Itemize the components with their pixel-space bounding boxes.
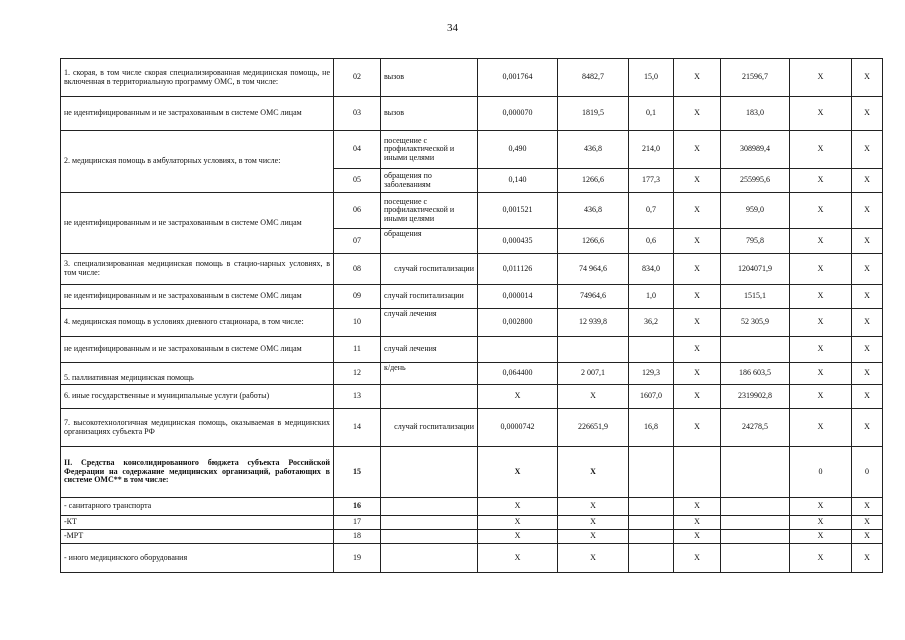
cell-value: 2319902,8: [721, 385, 790, 409]
cell-value: 0,6: [629, 229, 674, 254]
row-unit: посещение с профилактической и иными целями: [381, 193, 478, 229]
cell-value: 255995,6: [721, 169, 790, 193]
row-code: 14: [334, 409, 381, 447]
row-unit: [381, 544, 478, 573]
cell-value: Х: [558, 385, 629, 409]
cell-value: Х: [478, 544, 558, 573]
cell-value: Х: [674, 131, 721, 169]
cell-value: Х: [790, 131, 852, 169]
cell-value: Х: [674, 309, 721, 337]
cell-value: 15,0: [629, 59, 674, 97]
cell-value: Х: [852, 169, 883, 193]
cell-value: 226651,9: [558, 409, 629, 447]
cell-value: Х: [674, 409, 721, 447]
cell-value: 177,3: [629, 169, 674, 193]
row-code: 12: [334, 363, 381, 385]
cell-value: Х: [674, 97, 721, 131]
cell-value: 959,0: [721, 193, 790, 229]
cell-value: Х: [558, 498, 629, 516]
cell-value: [558, 337, 629, 363]
row-name: 6. иные государственные и муниципальные услуги (работы): [61, 385, 334, 409]
row-name: не идентифицированным и не застрахованным в системе ОМС лицам: [61, 337, 334, 363]
cell-value: 1515,1: [721, 285, 790, 309]
cell-value: Х: [674, 530, 721, 544]
row-name: 3. специализированная медицинская помощь в стацио-нарных условиях, в том числе:: [61, 254, 334, 285]
cell-value: 129,3: [629, 363, 674, 385]
cell-value: Х: [674, 385, 721, 409]
table-row: [61, 498, 883, 516]
cell-value: Х: [478, 530, 558, 544]
cell-value: 1266,6: [558, 169, 629, 193]
row-unit: вызов: [381, 59, 478, 97]
cell-value: 0,064400: [478, 363, 558, 385]
cell-value: 0,001764: [478, 59, 558, 97]
cell-value: Х: [674, 516, 721, 530]
table-row: [61, 285, 883, 309]
table-row: [61, 447, 883, 498]
row-name: 7. высокотехнологичная медицинская помощь, оказываемая в медицинских организациях субъекта РФ: [61, 409, 334, 447]
table-row: [61, 385, 883, 409]
cell-value: Х: [790, 229, 852, 254]
cell-value: 1266,6: [558, 229, 629, 254]
table-row: [61, 530, 883, 544]
row-name: -КТ: [61, 516, 334, 530]
cell-value: 0,001521: [478, 193, 558, 229]
row-code: 06: [334, 193, 381, 229]
cell-value: 0,000070: [478, 97, 558, 131]
cell-value: Х: [790, 285, 852, 309]
row-code: 15: [334, 447, 381, 498]
cell-value: 74 964,6: [558, 254, 629, 285]
cell-value: 24278,5: [721, 409, 790, 447]
row-name: - санитарного транспорта: [61, 498, 334, 516]
cell-value: 8482,7: [558, 59, 629, 97]
row-code: 17: [334, 516, 381, 530]
cell-value: Х: [852, 544, 883, 573]
cell-value: Х: [790, 337, 852, 363]
cell-value: [629, 498, 674, 516]
row-name: - иного медицинского оборудования: [61, 544, 334, 573]
cell-value: Х: [852, 363, 883, 385]
row-unit: случай госпитализации: [381, 285, 478, 309]
cell-value: Х: [790, 409, 852, 447]
table-row: [61, 131, 883, 169]
cell-value: 0,7: [629, 193, 674, 229]
cell-value: Х: [558, 447, 629, 498]
row-code: 03: [334, 97, 381, 131]
cell-value: 1819,5: [558, 97, 629, 131]
cell-value: [721, 447, 790, 498]
row-unit: посещение с профилактической и иными целями: [381, 131, 478, 169]
cell-value: Х: [852, 193, 883, 229]
cell-value: Х: [852, 385, 883, 409]
row-code: 08: [334, 254, 381, 285]
cell-value: 2 007,1: [558, 363, 629, 385]
row-unit: обращения по заболеваниям: [381, 169, 478, 193]
cell-value: [629, 337, 674, 363]
cell-value: Х: [674, 544, 721, 573]
cell-value: Х: [558, 516, 629, 530]
cell-value: 795,8: [721, 229, 790, 254]
row-code: 05: [334, 169, 381, 193]
cell-value: Х: [790, 254, 852, 285]
cell-value: Х: [478, 385, 558, 409]
cell-value: Х: [790, 97, 852, 131]
cell-value: Х: [852, 59, 883, 97]
row-code: 16: [334, 498, 381, 516]
cell-value: Х: [478, 516, 558, 530]
cell-value: Х: [852, 409, 883, 447]
row-unit: случай госпитализации: [381, 254, 478, 285]
cell-value: 308989,4: [721, 131, 790, 169]
row-unit: случай лечения: [381, 337, 478, 363]
row-name: не идентифицированным и не застрахованным в системе ОМС лицам: [61, 285, 334, 309]
cell-value: 1607,0: [629, 385, 674, 409]
table-row: [61, 254, 883, 285]
row-unit: [381, 385, 478, 409]
cell-value: Х: [674, 363, 721, 385]
row-name: -МРТ: [61, 530, 334, 544]
row-name: не идентифицированным и не застрахованным в системе ОМС лицам: [61, 193, 334, 254]
table-row: [61, 409, 883, 447]
cell-value: Х: [852, 337, 883, 363]
cell-value: 0,000014: [478, 285, 558, 309]
cell-value: Х: [852, 498, 883, 516]
cell-value: 0: [852, 447, 883, 498]
row-name: 1. скорая, в том числе скорая специализированная медицинская помощь, не включенная в территориальную программу ОМС, в том числе:: [61, 59, 334, 97]
row-unit: [381, 498, 478, 516]
cell-value: Х: [674, 337, 721, 363]
cell-value: 0,140: [478, 169, 558, 193]
row-unit: вызов: [381, 97, 478, 131]
row-code: 02: [334, 59, 381, 97]
cell-value: 834,0: [629, 254, 674, 285]
cell-value: 74964,6: [558, 285, 629, 309]
cell-value: Х: [478, 447, 558, 498]
cell-value: 36,2: [629, 309, 674, 337]
cell-value: 1,0: [629, 285, 674, 309]
cell-value: [629, 447, 674, 498]
cell-value: [721, 516, 790, 530]
cell-value: Х: [852, 254, 883, 285]
cell-value: Х: [852, 229, 883, 254]
cell-value: Х: [790, 530, 852, 544]
cell-value: 21596,7: [721, 59, 790, 97]
row-code: 07: [334, 229, 381, 254]
table-row: [61, 97, 883, 131]
row-code: 09: [334, 285, 381, 309]
row-name: II. Средства консолидированного бюджета субъекта Российской Федерации на содержание медицинских организаций, работающих в системе ОМС** в том числе:: [61, 447, 334, 498]
row-unit: [381, 530, 478, 544]
cell-value: [674, 447, 721, 498]
row-unit: [381, 447, 478, 498]
cell-value: 214,0: [629, 131, 674, 169]
row-unit: случай госпитализации: [381, 409, 478, 447]
table-row: [61, 516, 883, 530]
cell-value: Х: [558, 544, 629, 573]
row-unit: к/день: [381, 363, 478, 385]
cell-value: 0,011126: [478, 254, 558, 285]
cell-value: Х: [674, 254, 721, 285]
cell-value: Х: [852, 309, 883, 337]
cell-value: Х: [852, 530, 883, 544]
cell-value: Х: [790, 385, 852, 409]
cell-value: [629, 530, 674, 544]
cell-value: 52 305,9: [721, 309, 790, 337]
cell-value: Х: [674, 169, 721, 193]
cell-value: 0: [790, 447, 852, 498]
cell-value: Х: [790, 59, 852, 97]
cell-value: 16,8: [629, 409, 674, 447]
row-name: не идентифицированным и не застрахованным в системе ОМС лицам: [61, 97, 334, 131]
row-code: 11: [334, 337, 381, 363]
table-row: [61, 337, 883, 363]
row-code: 19: [334, 544, 381, 573]
cell-value: Х: [852, 285, 883, 309]
cell-value: Х: [674, 59, 721, 97]
cell-value: 183,0: [721, 97, 790, 131]
cell-value: [721, 530, 790, 544]
cell-value: [629, 516, 674, 530]
cell-value: [478, 337, 558, 363]
row-name: 4. медицинская помощь в условиях дневного стационара, в том числе:: [61, 309, 334, 337]
cell-value: Х: [674, 498, 721, 516]
table-row: [61, 544, 883, 573]
cell-value: 436,8: [558, 193, 629, 229]
cell-value: [721, 544, 790, 573]
row-unit: обращения: [381, 229, 478, 254]
cell-value: [721, 498, 790, 516]
table-row: [61, 363, 883, 385]
table-row: [61, 309, 883, 337]
cell-value: 0,002800: [478, 309, 558, 337]
cell-value: 0,1: [629, 97, 674, 131]
cell-value: 0,000435: [478, 229, 558, 254]
cell-value: Х: [852, 131, 883, 169]
cell-value: [629, 544, 674, 573]
cell-value: Х: [478, 498, 558, 516]
row-code: 10: [334, 309, 381, 337]
cell-value: Х: [790, 544, 852, 573]
cell-value: Х: [790, 309, 852, 337]
page-number: 34: [447, 22, 458, 34]
cell-value: 0,490: [478, 131, 558, 169]
row-unit: [381, 516, 478, 530]
row-code: 04: [334, 131, 381, 169]
cell-value: Х: [790, 498, 852, 516]
cell-value: Х: [674, 229, 721, 254]
cell-value: 12 939,8: [558, 309, 629, 337]
cell-value: Х: [790, 193, 852, 229]
cell-value: Х: [674, 285, 721, 309]
cell-value: 186 603,5: [721, 363, 790, 385]
cell-value: 436,8: [558, 131, 629, 169]
cell-value: Х: [674, 193, 721, 229]
budget-table: [60, 58, 883, 573]
cell-value: [721, 337, 790, 363]
row-code: 18: [334, 530, 381, 544]
row-unit: случай лечения: [381, 309, 478, 337]
table-row: [61, 59, 883, 97]
cell-value: Х: [558, 530, 629, 544]
cell-value: 1204071,9: [721, 254, 790, 285]
row-code: 13: [334, 385, 381, 409]
cell-value: Х: [790, 169, 852, 193]
cell-value: Х: [852, 516, 883, 530]
cell-value: 0,0000742: [478, 409, 558, 447]
row-name: 2. медицинская помощь в амбулаторных условиях, в том числе:: [61, 131, 334, 193]
cell-value: Х: [790, 363, 852, 385]
cell-value: Х: [852, 97, 883, 131]
cell-value: Х: [790, 516, 852, 530]
table-row: [61, 193, 883, 229]
row-name: 5. паллиативная медицинская помощь: [61, 363, 334, 385]
